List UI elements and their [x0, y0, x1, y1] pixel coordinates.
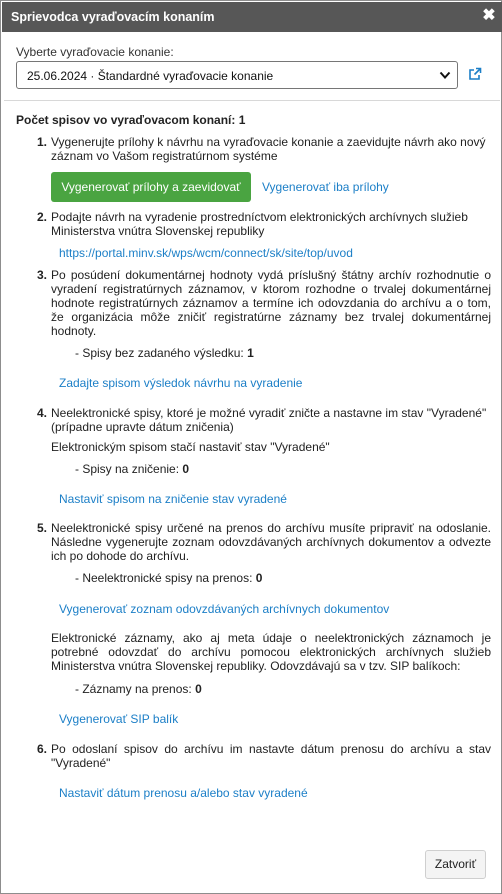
- step-4-number: 4.: [37, 406, 48, 420]
- generate-sip-link[interactable]: Vygenerovať SIP balík: [59, 712, 179, 726]
- step-5-sub: [75, 571, 262, 585]
- proceeding-select-value: 25.06.2024 · Štandardné vyraďovacie konanie: [27, 69, 274, 83]
- step-3-number: 3.: [37, 268, 48, 282]
- step-1-text: Vygenerujte prílohy k návrhu na vyraďovacie konanie a zaevidujte návrh ako nový záznam vo Vašom registratúrnom systéme: [51, 135, 486, 163]
- step-3-sub-label: - Spisy bez zadaného výsledku:: [75, 346, 244, 360]
- divider: [4, 100, 500, 101]
- dialog-title: Sprievodca vyraďovacím konaním: [11, 10, 215, 24]
- generate-attachments-link[interactable]: Vygenerovať iba prílohy: [262, 180, 389, 194]
- step-5-sub2-value: 0: [195, 682, 202, 696]
- enter-result-link[interactable]: Zadajte spisom výsledok návrhu na vyradenie: [59, 376, 303, 390]
- step-4-sub-value: 0: [182, 462, 190, 476]
- generate-and-register-button[interactable]: Vygenerovať prílohy a zaevidovať: [51, 172, 251, 202]
- generate-archive-list-link[interactable]: Vygenerovať zoznam odovzdávaných archívnych dokumentov: [59, 602, 390, 616]
- proceeding-select[interactable]: [16, 61, 458, 89]
- portal-link[interactable]: https://portal.minv.sk/wps/wcm/connect/sk/site/top/uvod: [59, 246, 353, 260]
- select-label: Vyberte vyraďovacie konanie:: [16, 45, 174, 59]
- step-6-number: 6.: [37, 742, 48, 756]
- step-5-sub2: [75, 682, 202, 696]
- step-5-sub2-label: - Záznamy na prenos:: [75, 682, 192, 696]
- step-3-sub: [75, 346, 254, 360]
- step-3-text: Po posúdení dokumentárnej hodnoty vydá príslušný štátny archív rozhodnutie o vyradení registratúrnych záznamov, v ktorom rozhodne o trvalej dokumentárnej hodnote registratúrnych záznamov a termíne ich odovzdania do archívu a o tom, že organizácia môže zničiť registratúrne záznamy bez trvalej dokumentárnej hodnoty.: [51, 268, 491, 338]
- step-4-text: Neelektronické spisy, ktoré je možné vyradiť zničte a nastavne im stav "Vyradené" (prípadne upravte dátum zničenia): [51, 406, 487, 434]
- files-count: Počet spisov vo vyraďovacom konaní: 1: [16, 113, 246, 127]
- step-4-sub: [75, 462, 189, 476]
- step-1-number: 1.: [37, 135, 48, 149]
- close-icon[interactable]: ✖: [482, 7, 496, 24]
- step-3-sub-value: 1: [247, 346, 254, 360]
- step-5-text: Neelektronické spisy určené na prenos do archívu musíte pripraviť na odoslanie. Následne vygenerujte zoznam odovzdávaných archívnych dokumentov a odvezte ich po dohode do archívu.: [51, 521, 491, 563]
- step-4-sub-label: - Spisy na zničenie:: [75, 462, 180, 476]
- close-button[interactable]: Zatvoriť: [425, 850, 486, 879]
- step-5-sub-value: 0: [255, 571, 263, 585]
- step-2-number: 2.: [37, 210, 48, 224]
- chevron-down-icon: [439, 69, 451, 81]
- step-5-sub-label: - Neelektronické spisy na prenos:: [75, 571, 253, 585]
- step-4-note: Elektronickým spisom stačí nastaviť stav "Vyradené": [51, 440, 330, 454]
- step-2-text: Podajte návrh na vyradenie prostredníctvom elektronických archívnych služieb Ministerstva vnútra Slovenskej republiky: [51, 210, 468, 238]
- step-5-note: Elektronické záznamy, ako aj meta údaje o neelektronických záznamoch je potrebné odovzdať do archívu pomocou elektronických archívnych služieb Ministerstva vnútra Slovenskej republiky. Odovzdávajú sa v tzv. SIP balíkoch:: [51, 631, 491, 673]
- dialog-titlebar: [2, 2, 502, 32]
- external-link-icon[interactable]: [468, 67, 482, 81]
- set-destroyed-status-link[interactable]: Nastaviť spisom na zničenie stav vyradené: [59, 492, 287, 506]
- set-transfer-date-link[interactable]: Nastaviť dátum prenosu a/alebo stav vyradené: [59, 786, 308, 800]
- step-6-text: Po odoslaní spisov do archívu im nastavte dátum prenosu do archívu a stav "Vyradené": [51, 742, 491, 770]
- step-5-number: 5.: [37, 521, 48, 535]
